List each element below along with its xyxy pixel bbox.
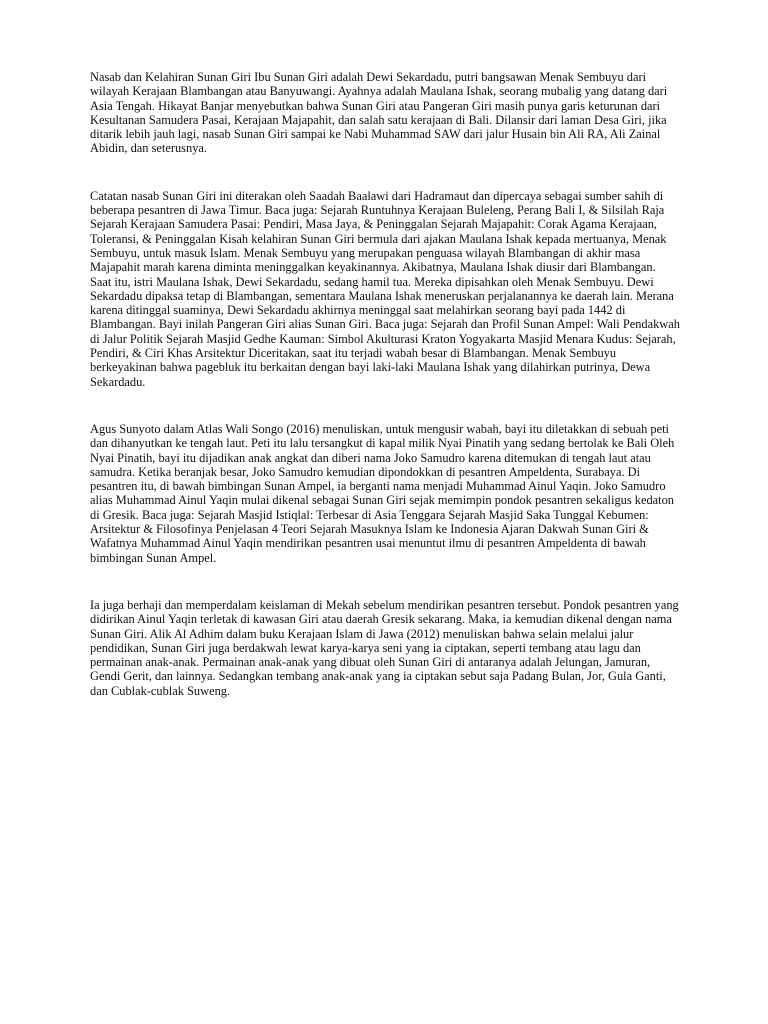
paragraph-berhaji-mekah: Ia juga berhaji dan memperdalam keislaman di Mekah sebelum mendirikan pesantren tersebut. Pondok pesantren yang didirikan Ainul Yaqin terletak di kawasan Giri atau daerah Gresik sekarang. Maka, ia kemudian dikenal dengan nama Sunan Giri. Alik Al Adhim dalam buku Kerajaan Islam di Jawa (2012) menuliskan bahwa selain melalui jalur pendidikan, Sunan Giri juga berdakwah lewat karya-karya seni yang ia ciptakan, seperti tembang atau lagu dan permainan anak-anak. Permainan anak-anak yang dibuat oleh Sunan Giri di antaranya adalah Jelungan, Jamuran, Gendi Gerit, dan lainnya. Sedangkan tembang anak-anak yang ia ciptakan sebut saja Padang Bulan, Jor, Gula Ganti, dan Cublak-cublak Suweng. bbox=[90, 597, 679, 698]
paragraph-catatan-nasab: Catatan nasab Sunan Giri ini diterakan oleh Saadah Baalawi dari Hadramaut dan dipercaya sebagai sumber sahih di beberapa pesantren di Jawa Timur. Baca juga: Sejarah Runtuhnya Kerajaan Buleleng, Perang Bali I, & Silsilah Raja Sejarah Kerajaan Samudera Pasai: Pendiri, Masa Jaya, & Peninggalan Sejarah Majapahit: Corak Agama Kerajaan, Toleransi, & Peninggalan Kisah kelahiran Sunan Giri bermula dari ajakan Maulana Ishak kepada mertuanya, Menak Sembuyu, untuk masuk Islam. Menak Sembuyu yang merupakan penguasa wilayah Blambangan di akhir masa Majapahit marah karena diminta meninggalkan keyakinannya. Akibatnya, Maulana Ishak diusir dari Blambangan. Saat itu, istri Maulana Ishak, Dewi Sekardadu, sedang hamil tua. Mereka dipisahkan oleh Menak Sembuyu. Dewi Sekardadu dipaksa tetap di Blambangan, sementara Maulana Ishak meneruskan perjalanannya ke daerah lain. Merana karena ditinggal suaminya, Dewi Sekardadu akhirnya meninggal saat melahirkan seorang bayi pada 1442 di Blambangan. Bayi inilah Pangeran Giri alias Sunan Giri. Baca juga: Sejarah dan Profil Sunan Ampel: Wali Pendakwah di Jalur Politik Sejarah Masjid Gedhe Kauman: Simbol Akulturasi Kraton Yogyakarta Masjid Menara Kudus: Sejarah, Pendiri, & Ciri Khas Arsitektur Diceritakan, saat itu terjadi wabah besar di Blambangan. Menak Sembuyu berkeyakinan bahwa pagebluk itu berkaitan dengan bayi laki-laki Maulana Ishak yang dilahirkan putrinya, Dewa Sekardadu. bbox=[90, 188, 680, 389]
document-page bbox=[90, 70, 680, 698]
paragraph-agus-sunyoto: Agus Sunyoto dalam Atlas Wali Songo (2016) menuliskan, untuk mengusir wabah, bayi itu diletakkan di sebuah peti dan dihanyutkan ke tengah laut. Peti itu lalu tersangkut di kapal milik Nyai Pinatih yang sedang bertolak ke Bali Oleh Nyai Pinatih, bayi itu dijadikan anak angkat dan diberi nama Joko Samudro karena ditemukan di tengah laut atau samudra. Ketika beranjak besar, Joko Samudro kemudian dipondokkan di pesantren Ampeldenta, Surabaya. Di pesantren itu, di bawah bimbingan Sunan Ampel, ia berganti nama menjadi Muhammad Ainul Yaqin. Joko Samudro alias Muhammad Ainul Yaqin mulai dikenal sebagai Sunan Giri sejak memimpin pondok pesantren sekaligus kedaton di Gresik. Baca juga: Sejarah Masjid Istiqlal: Terbesar di Asia Tenggara Sejarah Masjid Saka Tunggal Kebumen: Arsitektur & Filosofinya Penjelasan 4 Teori Sejarah Masuknya Islam ke Indonesia Ajaran Dakwah Sunan Giri & Wafatnya Muhammad Ainul Yaqin mendirikan pesantren usai menuntut ilmu di pesantren Ampeldenta di bawah bimbingan Sunan Ampel. bbox=[90, 421, 675, 565]
paragraph-nasab-kelahiran: Nasab dan Kelahiran Sunan Giri Ibu Sunan Giri adalah Dewi Sekardadu, putri bangsawan Menak Sembuyu dari wilayah Kerajaan Blambangan atau Banyuwangi. Ayahnya adalah Maulana Ishak, seorang mubalig yang datang dari Asia Tengah. Hikayat Banjar menyebutkan bahwa Sunan Giri atau Pangeran Giri masih punya garis keturunan dari Kesultanan Samudera Pasai, Kerajaan Majapahit, dan salah satu kerajaan di Bali. Dilansir dari laman Desa Giri, jika ditarik lebih jauh lagi, nasab Sunan Giri sampai ke Nabi Muhammad SAW dari jalur Husain bin Ali RA, Ali Zainal Abidin, dan seterusnya. bbox=[90, 70, 668, 156]
